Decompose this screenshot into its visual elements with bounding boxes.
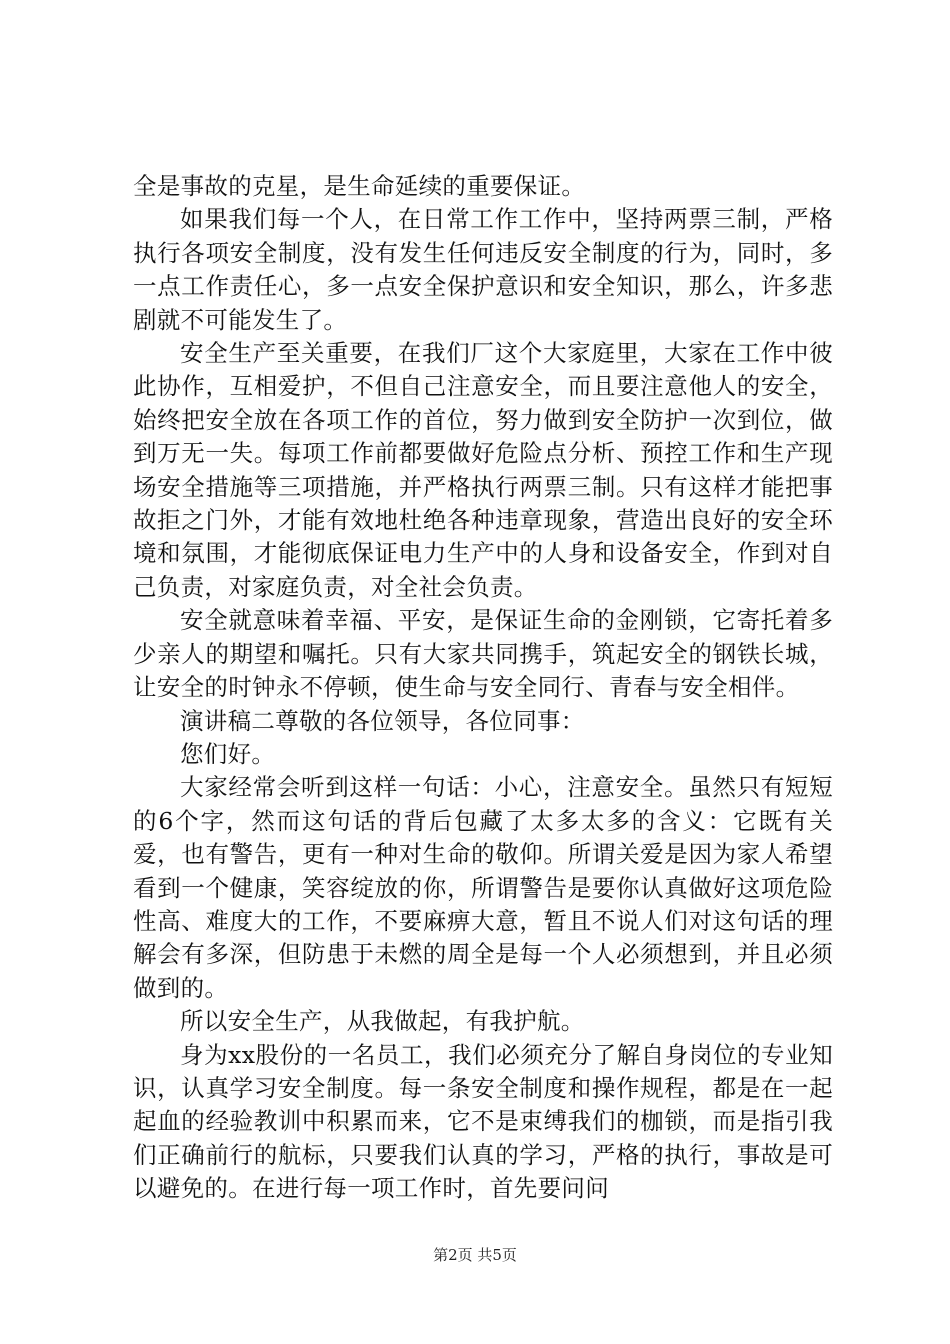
- paragraph-1: 全是事故的克星，是生命延续的重要保证。: [133, 172, 586, 200]
- page-number-label: 第2页 共5页: [433, 1246, 517, 1264]
- paragraph-5: 演讲稿二尊敬的各位领导，各位同事：: [180, 706, 585, 735]
- paragraph-4: 安全就意味着幸福、平安，是保证生命的金刚锁，它寄托着多少亲人的期望和嘱托。只有大家共同携手，筑起安全的钢铁长城，让安全的时钟永不停顿，使生命与安全同行、青春与安全相伴。: [133, 606, 833, 702]
- paragraph-7: 大家经常会听到这样一句话：小心，注意安全。虽然只有短短的6个字，然而这句话的背后包藏了太多太多的含义：它既有关爱，也有警告，更有一种对生命的敬仰。所谓关爱是因为家人希望看到一个健康，笑容绽放的你，所谓警告是要你认真做好这项危险性高、难度大的工作，不要麻痹大意，暂且不说人们对这句话的理解会有多深，但防患于未燃的周全是每一个人必须想到，并且必须做到的。: [133, 773, 833, 1002]
- paragraph-8: 所以安全生产，从我做起，有我护航。: [180, 1007, 585, 1036]
- document-body: [133, 170, 833, 1206]
- paragraph-2: 如果我们每一个人，在日常工作工作中，坚持两票三制，严格执行各项安全制度，没有发生任何违反安全制度的行为，同时，多一点工作责任心，多一点安全保护意识和安全知识，那么，许多悲剧就不可能发生了。: [133, 205, 833, 334]
- paragraph-9: 身为xx股份的一名员工，我们必须充分了解自身岗位的专业知识，认真学习安全制度。每一条安全制度和操作规程，都是在一起起血的经验教训中积累而来，它不是束缚我们的枷锁，而是指引我们正确前行的航标，只要我们认真的学习，严格的执行，事故是可以避免的。在进行每一项工作时，首先要问问: [133, 1040, 833, 1203]
- page-footer: [0, 1245, 950, 1265]
- paragraph-6: 您们好。: [180, 739, 276, 768]
- paragraph-3: 安全生产至关重要，在我们厂这个大家庭里，大家在工作中彼此协作，互相爱护，不但自己注意安全，而且要注意他人的安全，始终把安全放在各项工作的首位，努力做到安全防护一次到位，做到万无一失。每项工作前都要做好危险点分析、预控工作和生产现场安全措施等三项措施，并严格执行两票三制。只有这样才能把事故拒之门外，才能有效地杜绝各种违章现象，营造出良好的安全环境和氛围，才能彻底保证电力生产中的人身和设备安全，作到对自己负责，对家庭负责，对全社会负责。: [133, 339, 833, 601]
